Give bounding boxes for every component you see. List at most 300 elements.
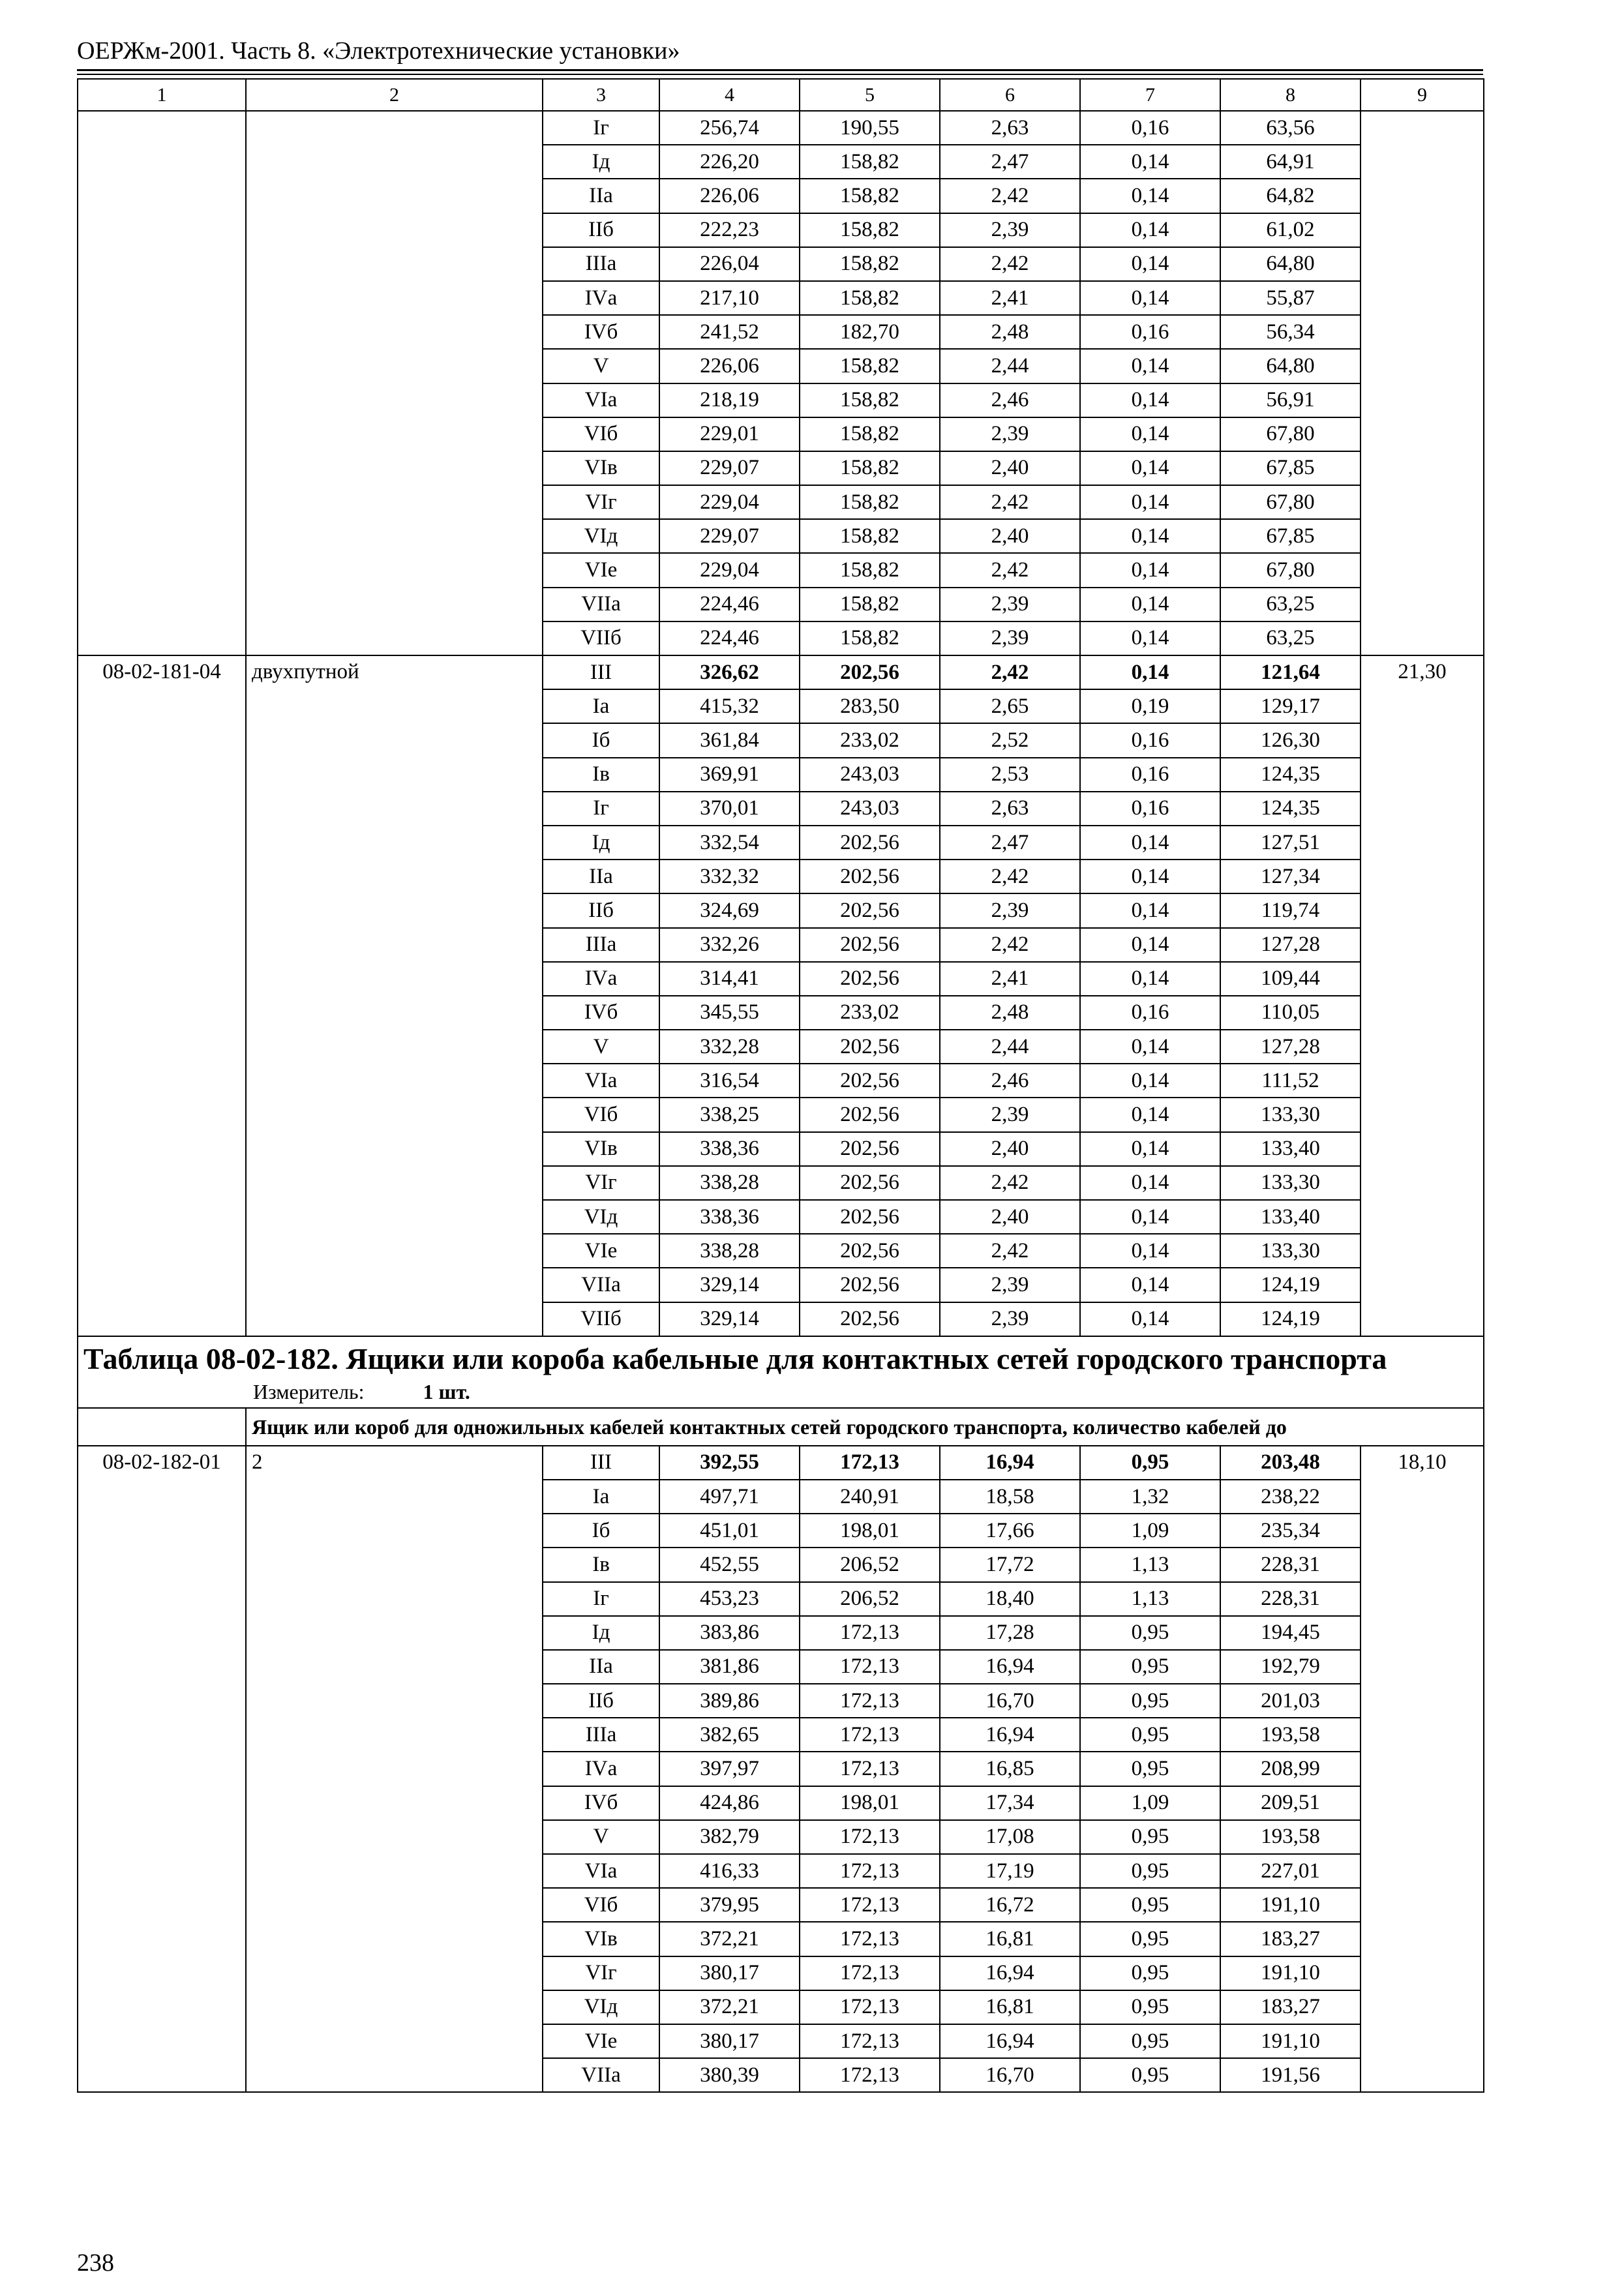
value-cell: 229,07 xyxy=(659,451,800,485)
value-cell: 158,82 xyxy=(800,383,940,417)
group-title: Ящик или короб для одножильных кабелей контактных сетей городского транспорта, количество кабелей до xyxy=(246,1408,1484,1446)
value-cell: 127,28 xyxy=(1220,928,1361,962)
value-cell: 233,02 xyxy=(800,723,940,757)
zone-cell: III xyxy=(543,655,659,689)
value-cell: 380,39 xyxy=(659,2058,800,2092)
value-cell: 0,16 xyxy=(1080,996,1220,1030)
value-cell: 0,95 xyxy=(1080,1888,1220,1922)
value-cell: 226,20 xyxy=(659,145,800,179)
value-cell: 133,30 xyxy=(1220,1166,1361,1200)
value-cell: 16,94 xyxy=(940,1718,1080,1752)
value-cell: 0,14 xyxy=(1080,519,1220,553)
column-number: 4 xyxy=(659,79,800,111)
value-cell: 2,44 xyxy=(940,349,1080,383)
value-cell: 381,86 xyxy=(659,1650,800,1684)
rate-description: 2 xyxy=(246,1446,543,2093)
value-cell: 0,14 xyxy=(1080,1200,1220,1234)
zone-cell: Iд xyxy=(543,1616,659,1650)
section-header-row xyxy=(78,1336,1484,1408)
value-cell: 2,53 xyxy=(940,758,1080,792)
value-cell: 226,04 xyxy=(659,247,800,281)
value-cell: 2,63 xyxy=(940,111,1080,145)
value-cell: 372,21 xyxy=(659,1922,800,1956)
value-cell: 193,58 xyxy=(1220,1820,1361,1854)
value-cell: 2,39 xyxy=(940,417,1080,451)
value-cell: 194,45 xyxy=(1220,1616,1361,1650)
value-cell: 0,14 xyxy=(1080,179,1220,213)
zone-cell: VIд xyxy=(543,1990,659,2024)
column-number: 9 xyxy=(1361,79,1484,111)
zone-cell: Iд xyxy=(543,145,659,179)
value-cell: 2,40 xyxy=(940,519,1080,553)
value-cell: 16,94 xyxy=(940,1956,1080,1990)
value-cell: 314,41 xyxy=(659,962,800,996)
value-cell: 226,06 xyxy=(659,179,800,213)
value-cell: 158,82 xyxy=(800,247,940,281)
zone-cell: VIг xyxy=(543,1956,659,1990)
value-cell: 16,94 xyxy=(940,2024,1080,2058)
zone-cell: IVа xyxy=(543,1752,659,1786)
value-cell: 397,97 xyxy=(659,1752,800,1786)
value-cell: 202,56 xyxy=(800,1268,940,1302)
value-cell: 1,13 xyxy=(1080,1548,1220,1581)
value-cell: 238,22 xyxy=(1220,1480,1361,1514)
table-row xyxy=(78,111,1484,145)
value-cell: 241,52 xyxy=(659,315,800,349)
value-cell: 0,14 xyxy=(1080,1166,1220,1200)
value-cell: 2,47 xyxy=(940,826,1080,860)
value-cell: 2,42 xyxy=(940,553,1080,587)
value-cell: 0,14 xyxy=(1080,860,1220,893)
value-cell: 380,17 xyxy=(659,1956,800,1990)
value-cell: 63,56 xyxy=(1220,111,1361,145)
value-cell: 202,56 xyxy=(800,1098,940,1131)
value-cell: 55,87 xyxy=(1220,281,1361,315)
value-cell: 2,63 xyxy=(940,792,1080,826)
zone-cell: Iг xyxy=(543,792,659,826)
value-cell: 0,14 xyxy=(1080,588,1220,621)
value-cell: 383,86 xyxy=(659,1616,800,1650)
column-number: 8 xyxy=(1220,79,1361,111)
value-cell: 0,95 xyxy=(1080,1684,1220,1718)
zone-cell: VIа xyxy=(543,1064,659,1098)
value-cell: 67,85 xyxy=(1220,519,1361,553)
value-cell: 111,52 xyxy=(1220,1064,1361,1098)
value-cell: 0,14 xyxy=(1080,485,1220,519)
zone-cell: VIа xyxy=(543,1854,659,1888)
value-cell: 124,35 xyxy=(1220,792,1361,826)
value-cell: 1,32 xyxy=(1080,1480,1220,1514)
value-cell: 18,58 xyxy=(940,1480,1080,1514)
value-cell: 183,27 xyxy=(1220,1922,1361,1956)
value-cell: 2,42 xyxy=(940,1234,1080,1268)
table-row xyxy=(78,655,1484,689)
value-cell: 16,81 xyxy=(940,1922,1080,1956)
zone-cell: IIб xyxy=(543,213,659,247)
value-cell: 126,30 xyxy=(1220,723,1361,757)
column-number: 3 xyxy=(543,79,659,111)
value-cell: 0,14 xyxy=(1080,962,1220,996)
value-cell: 2,48 xyxy=(940,996,1080,1030)
zone-cell: Iа xyxy=(543,1480,659,1514)
value-cell: 2,40 xyxy=(940,1200,1080,1234)
value-cell: 228,31 xyxy=(1220,1582,1361,1616)
zone-cell: VIIа xyxy=(543,588,659,621)
value-cell: 56,34 xyxy=(1220,315,1361,349)
value-cell: 415,32 xyxy=(659,689,800,723)
value-cell: 424,86 xyxy=(659,1786,800,1820)
value-cell: 0,14 xyxy=(1080,383,1220,417)
value-cell: 2,39 xyxy=(940,588,1080,621)
zone-cell: VIб xyxy=(543,417,659,451)
section-meter xyxy=(78,1377,1483,1407)
value-cell: 2,39 xyxy=(940,1098,1080,1131)
value-cell: 192,79 xyxy=(1220,1650,1361,1684)
value-cell: 208,99 xyxy=(1220,1752,1361,1786)
value-cell: 338,25 xyxy=(659,1098,800,1131)
value-cell: 2,44 xyxy=(940,1030,1080,1064)
value-cell: 172,13 xyxy=(800,1650,940,1684)
value-cell: 2,42 xyxy=(940,1166,1080,1200)
value-cell: 2,39 xyxy=(940,621,1080,655)
value-cell: 16,85 xyxy=(940,1752,1080,1786)
header-rule xyxy=(77,69,1483,71)
zone-cell: VIIб xyxy=(543,1302,659,1336)
value-cell: 16,94 xyxy=(940,1446,1080,1480)
value-cell: 190,55 xyxy=(800,111,940,145)
zone-cell: VIг xyxy=(543,485,659,519)
column-number: 1 xyxy=(78,79,246,111)
value-cell: 61,02 xyxy=(1220,213,1361,247)
value-cell: 240,91 xyxy=(800,1480,940,1514)
value-cell: 64,82 xyxy=(1220,179,1361,213)
value-cell: 158,82 xyxy=(800,451,940,485)
value-cell: 332,54 xyxy=(659,826,800,860)
page-header-title: ОЕРЖм-2001. Часть 8. «Электротехнические установки» xyxy=(77,37,680,65)
value-cell: 217,10 xyxy=(659,281,800,315)
value-cell: 16,72 xyxy=(940,1888,1080,1922)
value-cell: 64,80 xyxy=(1220,349,1361,383)
column-number: 7 xyxy=(1080,79,1220,111)
value-cell: 16,81 xyxy=(940,1990,1080,2024)
value-cell: 63,25 xyxy=(1220,588,1361,621)
value-cell: 329,14 xyxy=(659,1268,800,1302)
zone-cell: Iг xyxy=(543,1582,659,1616)
zone-cell: VIд xyxy=(543,519,659,553)
value-cell: 326,62 xyxy=(659,655,800,689)
value-cell: 229,04 xyxy=(659,485,800,519)
value-cell: 2,39 xyxy=(940,1302,1080,1336)
zone-cell: V xyxy=(543,349,659,383)
rate-code xyxy=(78,111,246,655)
value-cell: 451,01 xyxy=(659,1514,800,1548)
value-cell: 0,95 xyxy=(1080,1990,1220,2024)
rate-code: 08-02-182-01 xyxy=(78,1446,246,2093)
zone-cell: IIа xyxy=(543,860,659,893)
value-cell: 172,13 xyxy=(800,2058,940,2092)
value-cell: 222,23 xyxy=(659,213,800,247)
value-cell: 332,32 xyxy=(659,860,800,893)
value-cell: 191,10 xyxy=(1220,2024,1361,2058)
rates-table xyxy=(77,78,1484,2093)
column-number: 6 xyxy=(940,79,1080,111)
value-cell: 0,14 xyxy=(1080,826,1220,860)
value-cell: 158,82 xyxy=(800,519,940,553)
zone-cell: IIб xyxy=(543,893,659,927)
labor-norm: 18,10 xyxy=(1361,1446,1484,2093)
value-cell: 158,82 xyxy=(800,281,940,315)
value-cell: 2,39 xyxy=(940,213,1080,247)
zone-cell: VIе xyxy=(543,2024,659,2058)
value-cell: 256,74 xyxy=(659,111,800,145)
value-cell: 0,14 xyxy=(1080,213,1220,247)
header-rule-thin xyxy=(77,74,1483,75)
value-cell: 1,09 xyxy=(1080,1786,1220,1820)
zone-cell: VIа xyxy=(543,383,659,417)
value-cell: 201,03 xyxy=(1220,1684,1361,1718)
value-cell: 0,19 xyxy=(1080,689,1220,723)
value-cell: 183,27 xyxy=(1220,1990,1361,2024)
value-cell: 0,14 xyxy=(1080,1064,1220,1098)
value-cell: 416,33 xyxy=(659,1854,800,1888)
zone-cell: V xyxy=(543,1820,659,1854)
zone-cell: Iг xyxy=(543,111,659,145)
value-cell: 127,28 xyxy=(1220,1030,1361,1064)
value-cell: 17,08 xyxy=(940,1820,1080,1854)
value-cell: 283,50 xyxy=(800,689,940,723)
value-cell: 202,56 xyxy=(800,1064,940,1098)
value-cell: 2,46 xyxy=(940,1064,1080,1098)
value-cell: 2,46 xyxy=(940,383,1080,417)
value-cell: 0,14 xyxy=(1080,621,1220,655)
value-cell: 233,02 xyxy=(800,996,940,1030)
value-cell: 0,14 xyxy=(1080,145,1220,179)
value-cell: 124,35 xyxy=(1220,758,1361,792)
value-cell: 127,51 xyxy=(1220,826,1361,860)
value-cell: 182,70 xyxy=(800,315,940,349)
value-cell: 338,36 xyxy=(659,1200,800,1234)
value-cell: 382,65 xyxy=(659,1718,800,1752)
value-cell: 332,26 xyxy=(659,928,800,962)
value-cell: 0,14 xyxy=(1080,247,1220,281)
zone-cell: IIа xyxy=(543,179,659,213)
group-row xyxy=(78,1408,1484,1446)
value-cell: 369,91 xyxy=(659,758,800,792)
value-cell: 380,17 xyxy=(659,2024,800,2058)
value-cell: 172,13 xyxy=(800,1922,940,1956)
value-cell: 202,56 xyxy=(800,1030,940,1064)
value-cell: 17,34 xyxy=(940,1786,1080,1820)
value-cell: 158,82 xyxy=(800,179,940,213)
value-cell: 67,85 xyxy=(1220,451,1361,485)
value-cell: 0,14 xyxy=(1080,451,1220,485)
zone-cell: IVа xyxy=(543,281,659,315)
value-cell: 227,01 xyxy=(1220,1854,1361,1888)
value-cell: 2,48 xyxy=(940,315,1080,349)
value-cell: 158,82 xyxy=(800,417,940,451)
value-cell: 0,16 xyxy=(1080,111,1220,145)
value-cell: 226,06 xyxy=(659,349,800,383)
zone-cell: Iб xyxy=(543,1514,659,1548)
value-cell: 121,64 xyxy=(1220,655,1361,689)
zone-cell: Iб xyxy=(543,723,659,757)
value-cell: 338,28 xyxy=(659,1166,800,1200)
value-cell: 56,91 xyxy=(1220,383,1361,417)
value-cell: 2,39 xyxy=(940,893,1080,927)
value-cell: 243,03 xyxy=(800,792,940,826)
value-cell: 0,95 xyxy=(1080,1752,1220,1786)
value-cell: 224,46 xyxy=(659,588,800,621)
value-cell: 218,19 xyxy=(659,383,800,417)
value-cell: 191,10 xyxy=(1220,1956,1361,1990)
value-cell: 0,16 xyxy=(1080,758,1220,792)
value-cell: 0,95 xyxy=(1080,1820,1220,1854)
value-cell: 316,54 xyxy=(659,1064,800,1098)
zone-cell: VIв xyxy=(543,1132,659,1166)
value-cell: 2,47 xyxy=(940,145,1080,179)
value-cell: 0,14 xyxy=(1080,1098,1220,1131)
value-cell: 2,42 xyxy=(940,860,1080,893)
value-cell: 193,58 xyxy=(1220,1718,1361,1752)
value-cell: 203,48 xyxy=(1220,1446,1361,1480)
value-cell: 172,13 xyxy=(800,1854,940,1888)
value-cell: 392,55 xyxy=(659,1446,800,1480)
value-cell: 2,40 xyxy=(940,451,1080,485)
value-cell: 158,82 xyxy=(800,621,940,655)
value-cell: 379,95 xyxy=(659,1888,800,1922)
zone-cell: IVб xyxy=(543,996,659,1030)
value-cell: 324,69 xyxy=(659,893,800,927)
value-cell: 17,19 xyxy=(940,1854,1080,1888)
value-cell: 198,01 xyxy=(800,1514,940,1548)
group-spacer xyxy=(78,1408,246,1446)
value-cell: 0,14 xyxy=(1080,1132,1220,1166)
value-cell: 329,14 xyxy=(659,1302,800,1336)
value-cell: 202,56 xyxy=(800,893,940,927)
value-cell: 0,95 xyxy=(1080,1854,1220,1888)
zone-cell: IVа xyxy=(543,962,659,996)
value-cell: 235,34 xyxy=(1220,1514,1361,1548)
value-cell: 16,70 xyxy=(940,2058,1080,2092)
value-cell: 158,82 xyxy=(800,588,940,621)
value-cell: 0,14 xyxy=(1080,1268,1220,1302)
value-cell: 158,82 xyxy=(800,213,940,247)
value-cell: 452,55 xyxy=(659,1548,800,1581)
value-cell: 228,31 xyxy=(1220,1548,1361,1581)
value-cell: 133,30 xyxy=(1220,1098,1361,1131)
value-cell: 67,80 xyxy=(1220,553,1361,587)
value-cell: 17,66 xyxy=(940,1514,1080,1548)
zone-cell: VIг xyxy=(543,1166,659,1200)
meter-label: Измеритель: xyxy=(253,1379,365,1403)
zone-cell: VIе xyxy=(543,1234,659,1268)
value-cell: 389,86 xyxy=(659,1684,800,1718)
value-cell: 2,41 xyxy=(940,962,1080,996)
value-cell: 0,95 xyxy=(1080,1616,1220,1650)
zone-cell: Iв xyxy=(543,758,659,792)
column-number: 5 xyxy=(800,79,940,111)
value-cell: 202,56 xyxy=(800,962,940,996)
value-cell: 497,71 xyxy=(659,1480,800,1514)
value-cell: 0,95 xyxy=(1080,1718,1220,1752)
value-cell: 198,01 xyxy=(800,1786,940,1820)
zone-cell: VIд xyxy=(543,1200,659,1234)
value-cell: 0,14 xyxy=(1080,1302,1220,1336)
value-cell: 1,13 xyxy=(1080,1582,1220,1616)
value-cell: 133,40 xyxy=(1220,1200,1361,1234)
rate-code: 08-02-181-04 xyxy=(78,655,246,1336)
labor-norm: 21,30 xyxy=(1361,655,1484,1336)
value-cell: 64,80 xyxy=(1220,247,1361,281)
value-cell: 133,30 xyxy=(1220,1234,1361,1268)
value-cell: 172,13 xyxy=(800,1820,940,1854)
value-cell: 129,17 xyxy=(1220,689,1361,723)
value-cell: 158,82 xyxy=(800,145,940,179)
value-cell: 338,28 xyxy=(659,1234,800,1268)
page-number: 238 xyxy=(77,2249,114,2277)
zone-cell: III xyxy=(543,1446,659,1480)
value-cell: 0,95 xyxy=(1080,1446,1220,1480)
value-cell: 172,13 xyxy=(800,2024,940,2058)
section-header xyxy=(78,1336,1484,1408)
value-cell: 202,56 xyxy=(800,1166,940,1200)
value-cell: 206,52 xyxy=(800,1548,940,1581)
zone-cell: Iд xyxy=(543,826,659,860)
value-cell: 16,94 xyxy=(940,1650,1080,1684)
zone-cell: IIб xyxy=(543,1684,659,1718)
value-cell: 67,80 xyxy=(1220,485,1361,519)
value-cell: 0,95 xyxy=(1080,1922,1220,1956)
value-cell: 0,14 xyxy=(1080,655,1220,689)
value-cell: 0,14 xyxy=(1080,928,1220,962)
zone-cell: Iв xyxy=(543,1548,659,1581)
value-cell: 372,21 xyxy=(659,1990,800,2024)
value-cell: 18,40 xyxy=(940,1582,1080,1616)
value-cell: 0,16 xyxy=(1080,723,1220,757)
value-cell: 0,14 xyxy=(1080,893,1220,927)
column-number-row xyxy=(78,79,1484,111)
rate-description xyxy=(246,111,543,655)
value-cell: 2,40 xyxy=(940,1132,1080,1166)
value-cell: 229,07 xyxy=(659,519,800,553)
zone-cell: IIIа xyxy=(543,928,659,962)
value-cell: 0,16 xyxy=(1080,792,1220,826)
value-cell: 63,25 xyxy=(1220,621,1361,655)
value-cell: 124,19 xyxy=(1220,1268,1361,1302)
value-cell: 2,65 xyxy=(940,689,1080,723)
zone-cell: VIв xyxy=(543,451,659,485)
value-cell: 172,13 xyxy=(800,1718,940,1752)
value-cell: 229,04 xyxy=(659,553,800,587)
value-cell: 2,41 xyxy=(940,281,1080,315)
value-cell: 361,84 xyxy=(659,723,800,757)
value-cell: 0,95 xyxy=(1080,1956,1220,1990)
value-cell: 243,03 xyxy=(800,758,940,792)
value-cell: 370,01 xyxy=(659,792,800,826)
zone-cell: IVб xyxy=(543,315,659,349)
value-cell: 0,95 xyxy=(1080,2024,1220,2058)
zone-cell: VIб xyxy=(543,1888,659,1922)
value-cell: 1,09 xyxy=(1080,1514,1220,1548)
section-title: Таблица 08-02-182. Ящики или короба кабельные для контактных сетей городского транспорта xyxy=(83,1341,1387,1375)
zone-cell: VIIа xyxy=(543,2058,659,2092)
value-cell: 119,74 xyxy=(1220,893,1361,927)
value-cell: 172,13 xyxy=(800,1752,940,1786)
value-cell: 2,42 xyxy=(940,485,1080,519)
zone-cell: IVб xyxy=(543,1786,659,1820)
value-cell: 382,79 xyxy=(659,1820,800,1854)
value-cell: 172,13 xyxy=(800,1888,940,1922)
